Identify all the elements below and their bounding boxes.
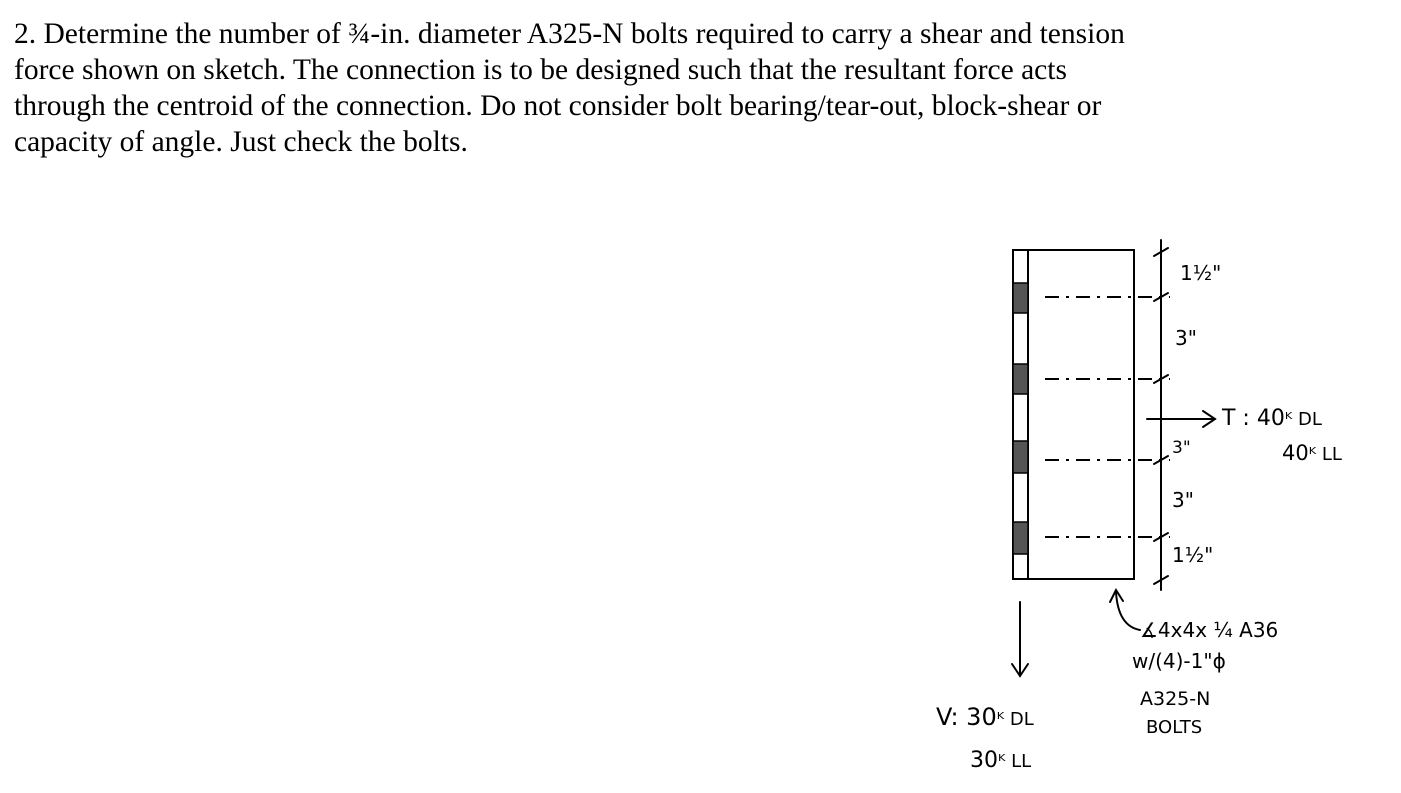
tension-ll-label: 40ᴷ LL [1282,441,1342,465]
dim-spacing-3: 3" [1172,488,1194,512]
dim-bottom-edge: 1½" [1172,543,1214,567]
angle-note-line-3: A325-N [1140,688,1211,710]
bolt-2 [1013,364,1028,394]
problem-line-4: capacity of angle. Just check the bolts. [14,126,468,158]
problem-line-2: force shown on sketch. The connection is to be designed such that the resultant force acts [14,54,1067,86]
angle-note-line-4: BOLTS [1146,717,1203,738]
shear-label: V: 30ᴷ DL [936,703,1034,731]
shear-ll-label: 30ᴷ LL [970,748,1032,773]
dim-spacing-2: 3" [1172,438,1191,458]
dim-spacing-1: 3" [1175,326,1197,350]
angle-note-line-2: w/(4)-1"ϕ [1132,649,1226,673]
bolt-4 [1013,522,1028,554]
dim-top-edge: 1½" [1180,261,1222,285]
problem-line-3: through the centroid of the connection. Do not consider bolt bearing/tear-out, block-shear or [14,90,1102,122]
angle-note-line-1: ∡4x4x ¼ A36 [1140,618,1279,642]
angle-leader [1116,592,1140,630]
bolt-3 [1013,441,1028,473]
tension-label: T : 40ᴷ DL [1222,406,1322,431]
angle-outline [1013,250,1134,579]
bolt-1 [1013,283,1028,313]
problem-line-1: 2. Determine the number of ¾-in. diameter A325-N bolts required to carry a shear and tension [14,18,1125,50]
